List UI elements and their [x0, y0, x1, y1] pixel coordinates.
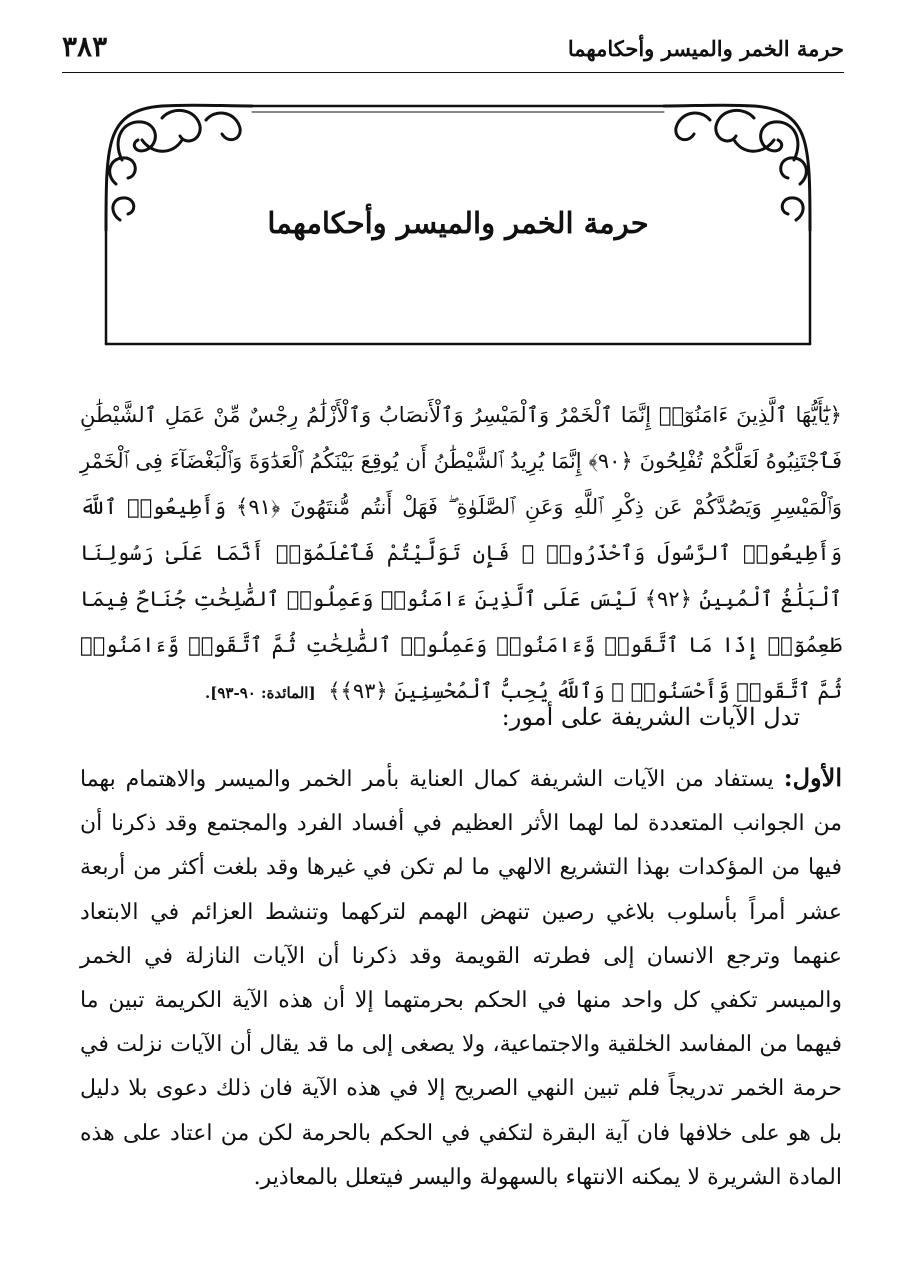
body-text: يستفاد من الآيات الشريفة كمال العناية بأمر الخمر والميسر والاهتمام بهما من الجوانب المتعددة لما لهما الأثر العظيم في أفساد الفرد والمجتمع وقد ذكرنا أن فيها من المؤكدات بهذا التشريع الالهي ما لم تكن في غيرها وقد بلغت أكثر من أربعة عشر أمراً بأسلوب بلاغي رصين تنهض الهمم لتركهما وتنشط العزائم في الابتعاد عنهما وترجع الانسان إلى فطرته القويمة وقد ذكرنا أن الآيات النازلة في الخمر والميسر تكفي كل واحد منها في الحكم بحرمتهما إلا أن هذه الآية الكريمة تبين ما فيهما من المفاسد الخلقية والاجتماعية، ولا يصغى إلى ما قد يقال أن الآيات نزلت في حرمة الخمر تدريجاً فلم تبين النهي الصريح إلا في هذه الآية فان ذلك دعوى بلا دليل بل هو على خلافها فان آية البقرة لتكفي في الحكم بالحرمة لكن من اعتاد على هذه المادة الشريرة لا يمكنه الانتهاء بالسهولة واليسر فيتعلل بالمعاذير. [80, 767, 842, 1190]
ornamental-title-frame [102, 100, 814, 348]
running-title: حرمة الخمر والميسر وأحكامهما [567, 36, 844, 61]
chapter-title: حرمة الخمر والميسر وأحكامهما [267, 206, 649, 240]
quran-text: ﴿يَٰٓأَيُّهَا ٱلَّذِينَ ءَامَنُوٓا۟ إِنَّمَا ٱلْخَمْرُ وَٱلْمَيْسِرُ وَٱلْأَنصَابُ وَٱلْأَزْلَٰمُ رِجْسٌ مِّنْ عَمَلِ ٱلشَّيْطَٰنِ فَٱجْتَنِبُوهُ لَعَلَّكُمْ تُفْلِحُونَ ﴿٩٠﴾ إِنَّمَا يُرِيدُ ٱلشَّيْطَٰنُ أَن يُوقِعَ بَيْنَكُمُ ٱلْعَدَٰوَةَ وَٱلْبَغْضَآءَ فِى ٱلْخَمْرِ وَٱلْمَيْسِرِ وَيَصُدَّكُمْ عَن ذِكْرِ ٱللَّهِ وَعَنِ ٱلصَّلَوٰةِ ۖ فَهَلْ أَنتُم مُّنتَهُونَ ﴿٩١﴾ وَأَطِيعُوا۟ ٱللَّهَ وَأَطِيعُوا۟ ٱلرَّسُولَ وَٱحْذَرُوا۟ ۚ فَإِن تَوَلَّيْتُمْ فَٱعْلَمُوٓا۟ أَنَّمَا عَلَىٰ رَسُولِنَا ٱلْبَلَٰغُ ٱلْمُبِينُ ﴿٩٢﴾ لَيْسَ عَلَى ٱلَّذِينَ ءَامَنُوا۟ وَعَمِلُوا۟ ٱلصَّٰلِحَٰتِ جُنَاحٌ فِيمَا طَعِمُوٓا۟ إِذَا مَا ٱتَّقَوا۟ وَّءَامَنُوا۟ وَعَمِلُوا۟ ٱلصَّٰلِحَٰتِ ثُمَّ ٱتَّقَوا۟ وَّءَامَنُوا۟ ثُمَّ ٱتَّقَوا۟ وَّأَحْسَنُوا۟ ۗ وَٱللَّهُ يُحِبُّ ٱلْمُحْسِنِينَ ﴿٩٣﴾﴾ [80, 403, 842, 703]
quran-verses [80, 392, 842, 716]
running-header [62, 28, 844, 73]
intro-sentence: تدل الآيات الشريفة على أمور: [501, 703, 800, 731]
page-number: ٣٨٣ [62, 30, 108, 63]
lead-word: الأول: [783, 763, 842, 792]
body-paragraph [80, 756, 842, 1200]
quran-reference: [المائدة: ٩٠-٩٣]. [205, 684, 316, 702]
